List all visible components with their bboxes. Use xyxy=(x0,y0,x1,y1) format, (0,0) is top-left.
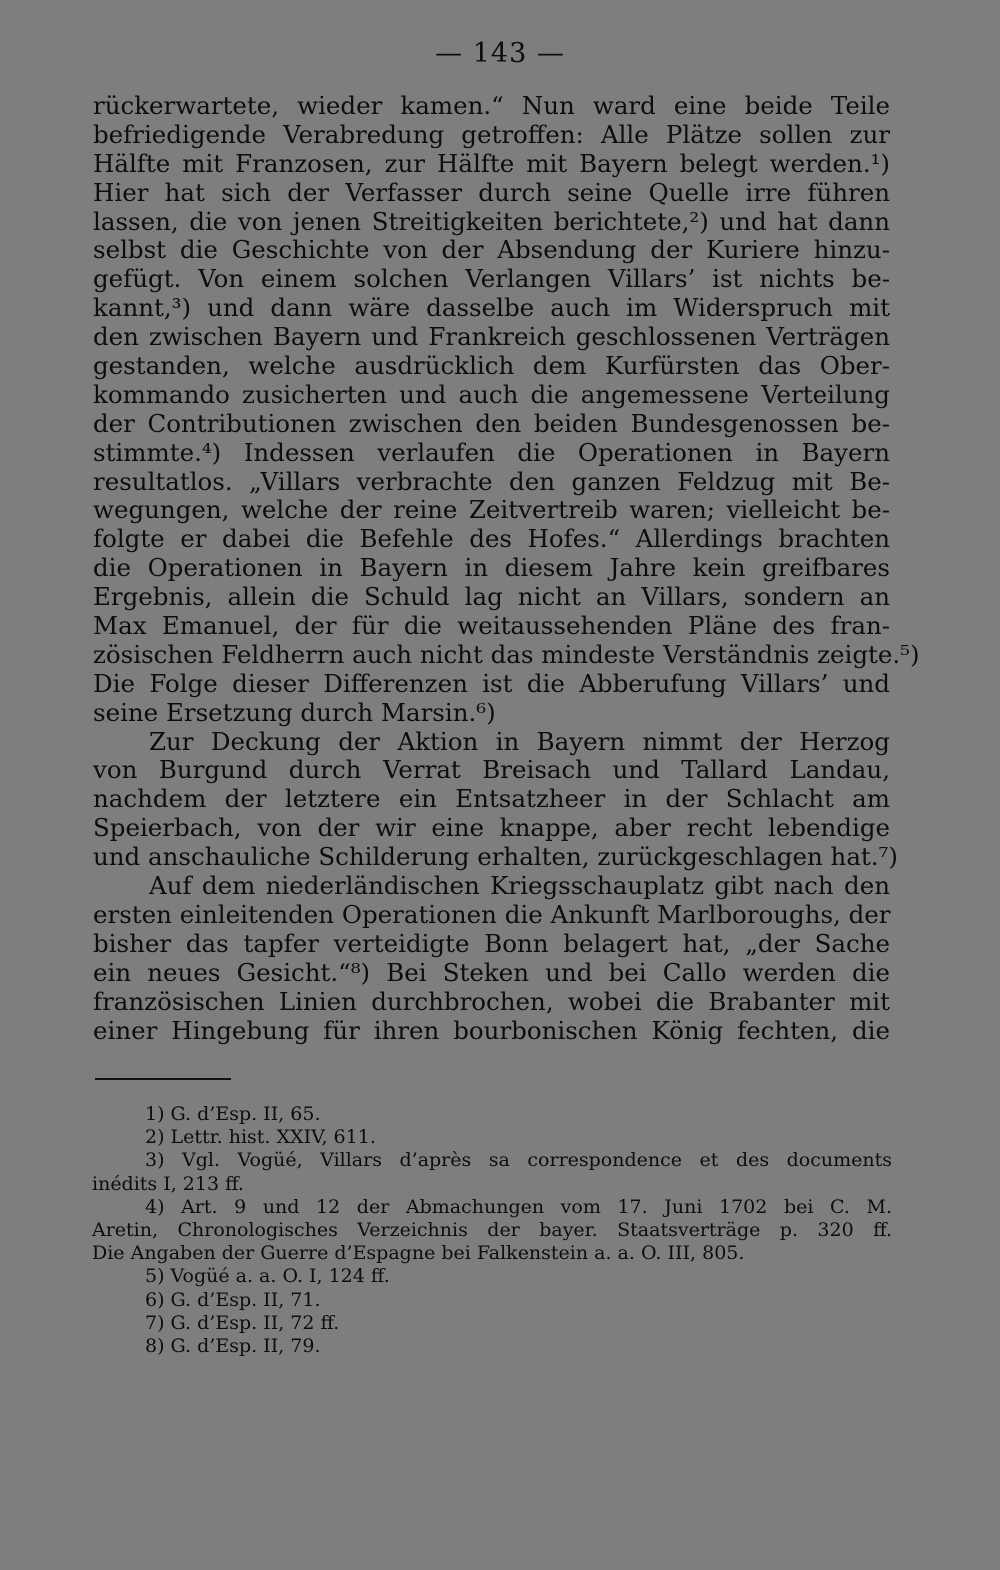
body-line: der Contributionen zwischen den beiden Bundesgenossen be- xyxy=(93,408,890,438)
body-line: Auf dem niederländischen Kriegsschauplatz gibt nach den xyxy=(149,871,890,901)
body-line: selbst die Geschichte von der Absendung der Kuriere hinzu- xyxy=(93,235,890,265)
body-line: einer Hingebung für ihren bourbonischen König fechten, die xyxy=(93,1015,890,1045)
body-line: ersten einleitenden Operationen die Ankunft Marlboroughs, der xyxy=(93,899,891,929)
body-line: rückerwartete, wieder kamen.“ Nun ward eine beide Teile xyxy=(93,91,890,120)
footnote-line: inédits I, 213 ff. xyxy=(92,1172,244,1195)
footnote-line: 2) Lettr. hist. XXIV, 611. xyxy=(145,1126,376,1149)
body-line: gestanden, welche ausdrücklich dem Kurfürsten das Ober- xyxy=(93,351,890,381)
footnotes xyxy=(92,1103,892,1358)
page-number: — 143 — xyxy=(435,38,565,69)
footnote-line: 1) G. d’Esp. II, 65. xyxy=(145,1103,321,1125)
body-line: den zwischen Bayern und Frankreich geschlossenen Verträgen xyxy=(93,322,890,352)
footnote-line: 4) Art. 9 und 12 der Abmachungen vom 17. Juni 1702 bei C. M. xyxy=(145,1195,892,1218)
body-line: Hier hat sich der Verfasser durch seine Quelle irre führen xyxy=(93,177,890,207)
body-line: seine Ersetzung durch Marsin.⁶) xyxy=(93,697,496,727)
body-text xyxy=(93,91,920,1045)
body-line: Max Emanuel, der für die weitaussehenden Pläne des fran- xyxy=(93,611,890,641)
body-line: lassen, die von jenen Streitigkeiten berichtete,²) und hat dann xyxy=(93,206,890,236)
footnote-divider xyxy=(95,1078,231,1080)
body-line: befriedigende Verabredung getroffen: Alle Plätze sollen zur xyxy=(93,119,890,149)
body-line: folgte er dabei die Befehle des Hofes.“ Allerdings brachten xyxy=(93,524,890,554)
footnote-line: 8) G. d’Esp. II, 79. xyxy=(145,1334,321,1357)
body-line: kannt,³) und dann wäre dasselbe auch im Widerspruch mit xyxy=(93,293,890,323)
body-line: bisher das tapfer verteidigte Bonn belagert hat, „der Sache xyxy=(93,928,890,958)
body-line: und anschauliche Schilderung erhalten, zurückgeschlagen hat.⁷) xyxy=(93,842,898,872)
footnote-line: Die Angaben der Guerre d’Espagne bei Falkenstein a. a. O. III, 805. xyxy=(92,1242,745,1265)
body-line: kommando zusicherten und auch die angemessene Verteilung xyxy=(93,379,890,409)
footnote-line: 6) G. d’Esp. II, 71. xyxy=(145,1288,321,1311)
body-line: nachdem der letztere ein Entsatzheer in der Schlacht am xyxy=(93,784,890,814)
body-line: Hälfte mit Franzosen, zur Hälfte mit Bayern belegt werden.¹) xyxy=(93,148,890,178)
body-line: Die Folge dieser Differenzen ist die Abberufung Villars’ und xyxy=(93,668,890,698)
footnote-line: 5) Vogüé a. a. O. I, 124 ff. xyxy=(145,1265,390,1288)
body-line: Speierbach, von der wir eine knappe, aber recht lebendige xyxy=(93,813,890,843)
body-line: Ergebnis, allein die Schuld lag nicht an Villars, sondern an xyxy=(93,582,890,612)
body-line: zösischen Feldherrn auch nicht das mindeste Verständnis zeigte.⁵) xyxy=(93,639,920,669)
body-line: die Operationen in Bayern in diesem Jahre kein greifbares xyxy=(93,553,890,583)
footnote-line: 3) Vgl. Vogüé, Villars d’après sa correspondence et des documents xyxy=(145,1149,892,1172)
body-line: resultatlos. „Villars verbrachte den ganzen Feldzug mit Be- xyxy=(93,466,890,496)
body-line: französischen Linien durchbrochen, wobei die Brabanter mit xyxy=(93,986,890,1016)
body-line: von Burgund durch Verrat Breisach und Tallard Landau, xyxy=(93,755,890,785)
body-line: Zur Deckung der Aktion in Bayern nimmt der Herzog xyxy=(149,726,890,756)
body-line: wegungen, welche der reine Zeitvertreib waren; vielleicht be- xyxy=(93,495,890,525)
footnote-line: Aretin, Chronologisches Verzeichnis der bayer. Staatsverträge p. 320 ff. xyxy=(92,1218,892,1241)
body-line: gefügt. Von einem solchen Verlangen Villars’ ist nichts be- xyxy=(93,264,890,294)
body-line: stimmte.⁴) Indessen verlaufen die Operationen in Bayern xyxy=(93,437,890,467)
body-line: ein neues Gesicht.“⁸) Bei Steken und bei Callo werden die xyxy=(93,957,890,987)
footnote-line: 7) G. d’Esp. II, 72 ff. xyxy=(145,1311,340,1334)
